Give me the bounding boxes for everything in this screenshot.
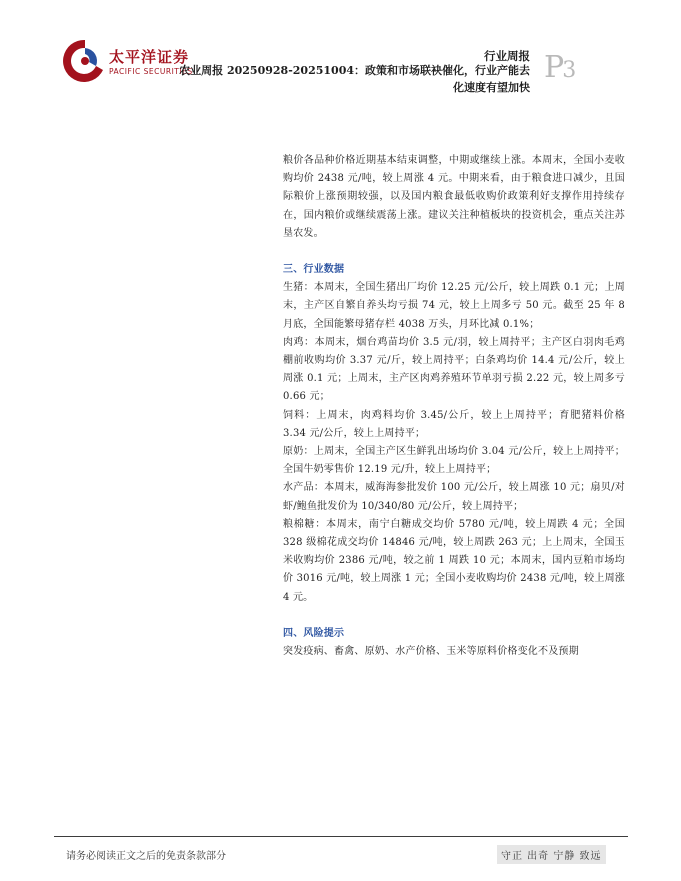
data-item-raw-milk: 原奶：上周末，全国主产区生鲜乳出场均价 3.04 元/公斤，较上上周持平；全国牛奶零售价 12.19 元/升，较上上周持平；: [283, 446, 625, 476]
data-item-aquatic: 水产品：本周末，威海海参批发价 100 元/公斤，较上周涨 10 元；扇贝/对虾/鲍鱼批发价为 10/340/80 元/公斤，较上周持平；: [283, 482, 625, 512]
page-letter: P: [544, 50, 563, 85]
data-item-hogs: 生猪：本周末，全国生猪出厂均价 12.25 元/公斤，较上周跌 0.1 元；上周末，主产区自繁自养头均亏损 74 元，较上上周多亏 50 元。截至 25 年 8 月底，全国能繁母猪存栏 4038 万头，月环比减 0.1%；: [283, 282, 625, 330]
data-item-broilers: 肉鸡：本周末，烟台鸡苗均价 3.5 元/羽，较上周持平；主产区白羽肉毛鸡棚前收购均价 3.37 元/斤，较上周持平；白条鸡均价 14.4 元/公斤，较上周涨 0.1 元；上周末，主产区肉鸡养殖环节单羽亏损 2.22 元，较上周多亏 0.66 元；: [283, 336, 625, 403]
brand-name-cn: 太平洋证券: [109, 48, 190, 66]
report-type: 行业周报: [484, 49, 530, 63]
risk-text: 突发疫病、畜禽、原奶、水产价格、玉米等原料价格变化不及预期: [283, 646, 579, 658]
page-number: [544, 50, 574, 85]
report-title: 农业周报 20250928-20251004：政策和市场联袂催化，行业产能去化速度有望加快: [179, 64, 530, 94]
section-industry-data-title: 三、行业数据: [283, 264, 345, 276]
data-item-grain-cotton-sugar: 粮棉糖：本周末，南宁白糖成交均价 5780 元/吨，较上周跌 4 元；全国 328 级棉花成交均价 14846 元/吨，较上周跌 263 元；上上周末，全国玉米收购均价 2386 元/吨，较之前 1 周跌 10 元；本周末，国内豆粕市场均价 3016 元/吨，较上周涨 1 元；全国小麦收购均价 2438 元/吨，较上周涨 4 元。: [283, 518, 625, 603]
footer-disclaimer: 请务必阅读正文之后的免责条款部分: [66, 851, 226, 862]
section-risk-title: 四、风险提示: [283, 627, 345, 639]
data-item-feed: 饲料：上周末，肉鸡料均价 3.45/公斤，较上上周持平；育肥猪料价格 3.34 元/公斤，较上上周持平；: [283, 409, 625, 439]
page-header: [0, 0, 681, 100]
footer-divider: [54, 836, 628, 837]
page-digit: 3: [562, 58, 575, 83]
intro-paragraph: 粮价各品种价格近期基本结束调整，中期或继续上涨。本周末，全国小麦收购均价 2438 元/吨，较上周涨 4 元。中期来看，由于粮食进口减少，且国际粮价上涨预期较强，以及国内粮食最低收购价政策利好支撑作用持续存在，国内粮价或继续震荡上涨。建议关注种植板块的投资机会，重点关注苏垦农发。: [283, 155, 625, 239]
report-body: [283, 152, 625, 661]
footer-motto: 守正 出奇 宁静 致远: [497, 845, 606, 864]
logo-emblem-icon: [63, 38, 107, 86]
brand-name-en: PACIFIC SECURITIES: [109, 67, 193, 76]
